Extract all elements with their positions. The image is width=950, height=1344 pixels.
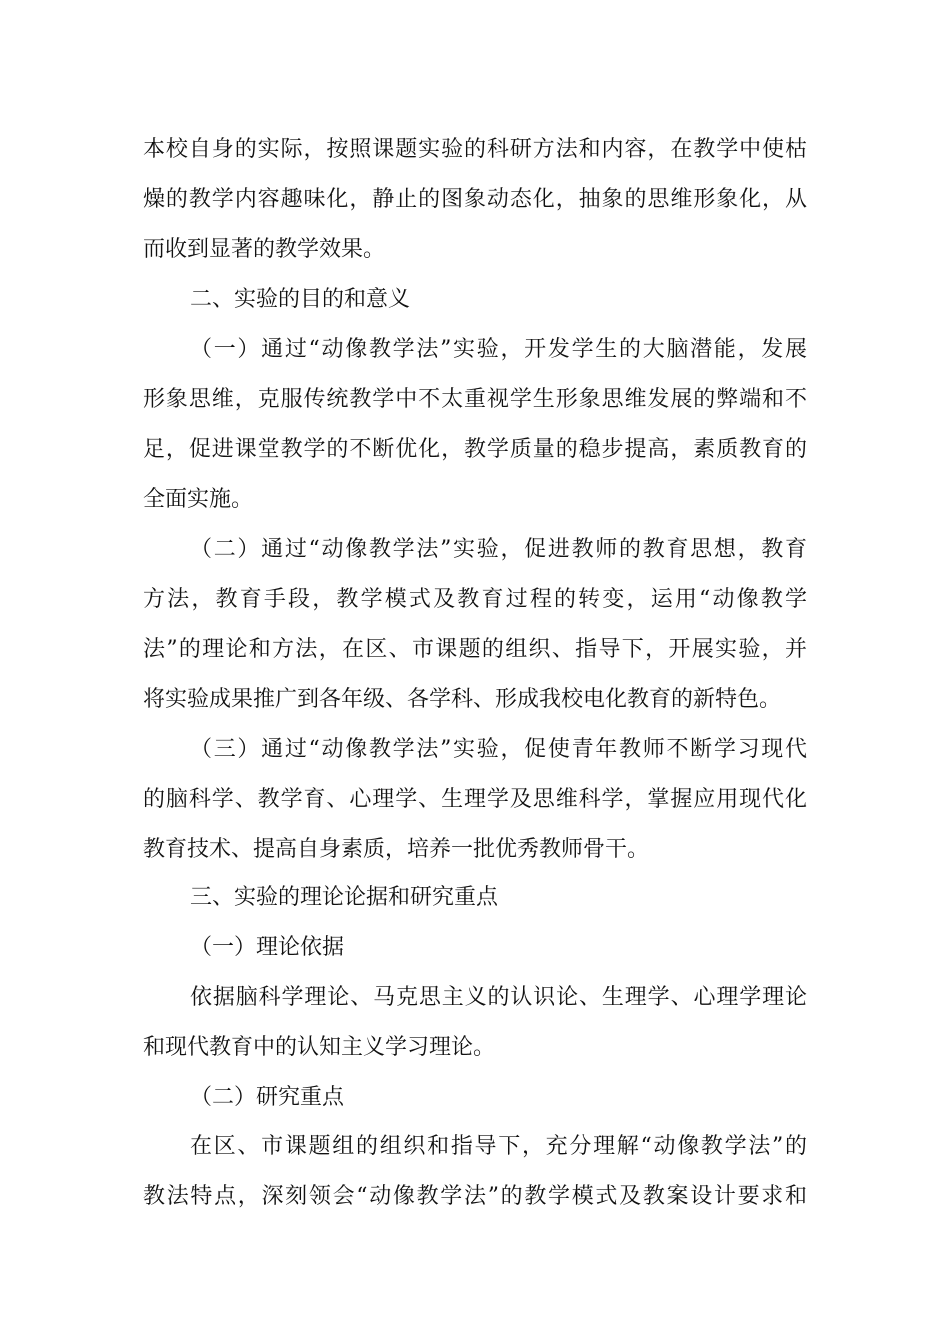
text-line: （三）通过“动像教学法”实验，促使青年教师不断学习现代 [190,737,807,762]
text-line: 法”的理论和方法，在区、市课题的组织、指导下，开展实验，并 [143,637,807,662]
text-line: 在区、市课题组的组织和指导下，充分理解“动像教学法”的 [190,1134,807,1159]
text-line: 教育技术、提高自身素质，培养一批优秀教师骨干。 [143,837,650,862]
text-line: 足，促进课堂教学的不断优化，教学质量的稳步提高，素质教育的 [143,437,807,462]
text-line: （一）通过“动像教学法”实验，开发学生的大脑潜能，发展 [190,337,807,362]
text-line: 依据脑科学理论、马克思主义的认识论、生理学、心理学理论 [190,985,807,1010]
text-line: （二）通过“动像教学法”实验，促进教师的教育思想，教育 [190,537,807,562]
section-heading: 二、实验的目的和意义 [190,287,411,312]
text-line: 和现代教育中的认知主义学习理论。 [143,1035,496,1060]
text-line: 的脑科学、教学育、心理学、生理学及思维科学，掌握应用现代化 [143,787,807,812]
text-line: 全面实施。 [143,487,254,512]
text-line: 形象思维，克服传统教学中不太重视学生形象思维发展的弊端和不 [143,387,807,412]
text-line: 将实验成果推广到各年级、各学科、形成我校电化教育的新特色。 [143,687,782,712]
text-line: 方法，教育手段，教学模式及教育过程的转变，运用“动像教学 [143,587,807,612]
section-heading: 三、实验的理论论据和研究重点 [190,885,499,910]
subsection-heading: （二）研究重点 [190,1085,345,1110]
text-line: 而收到显著的教学效果。 [143,237,386,262]
subsection-heading: （一）理论依据 [190,935,345,960]
text-line: 本校自身的实际，按照课题实验的科研方法和内容，在教学中使枯 [143,137,807,162]
text-line: 教法特点，深刻领会“动像教学法”的教学模式及教案设计要求和 [143,1184,807,1209]
text-line: 燥的教学内容趣味化，静止的图象动态化，抽象的思维形象化，从 [143,187,807,212]
